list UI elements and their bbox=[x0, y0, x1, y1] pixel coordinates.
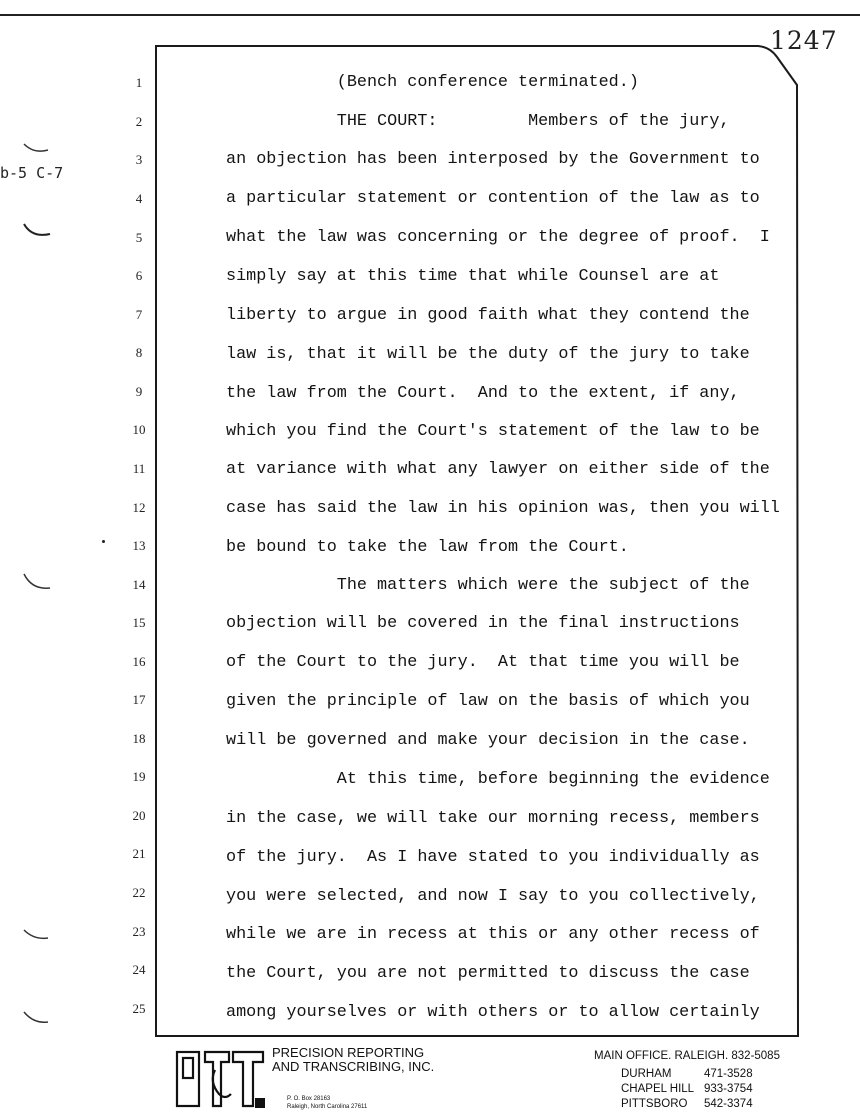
transcript-line: the law from the Court. And to the extent, if any, bbox=[226, 384, 740, 403]
transcript-line: will be governed and make your decision in the case. bbox=[226, 731, 750, 750]
line-number: 21 bbox=[132, 846, 146, 861]
main-office: MAIN OFFICE. RALEIGH. 832-5085 bbox=[594, 1050, 780, 1062]
transcript-line: simply say at this time that while Counsel are at bbox=[226, 267, 720, 286]
address-line2: Raleigh, North Carolina 27611 bbox=[287, 1104, 368, 1110]
transcript-line: case has said the law in his opinion was, then you will bbox=[226, 499, 780, 518]
page-number: 1247 bbox=[770, 26, 838, 55]
line-number: 10 bbox=[132, 422, 146, 437]
top-rule bbox=[0, 14, 860, 16]
transcript-line: which you find the Court's statement of the law to be bbox=[226, 422, 760, 441]
line-number: 18 bbox=[132, 731, 146, 746]
line-number: 6 bbox=[135, 268, 143, 283]
transcript-line: (Bench conference terminated.) bbox=[226, 73, 639, 92]
office-city: CHAPEL HILL bbox=[621, 1083, 695, 1095]
line-number: 13 bbox=[132, 538, 146, 553]
margin-bracket-mark bbox=[22, 572, 52, 592]
transcript-line: objection will be covered in the final instructions bbox=[226, 614, 740, 633]
line-number: 11 bbox=[132, 461, 146, 476]
company-name-line2: AND TRANSCRIBING, INC. bbox=[272, 1059, 435, 1074]
transcript-line: you were selected, and now I say to you collectively, bbox=[226, 887, 760, 906]
transcript-line: At this time, before beginning the evidence bbox=[226, 770, 770, 789]
transcript-line: a particular statement or contention of the law as to bbox=[226, 189, 760, 208]
office-phone: 542-3374 bbox=[704, 1098, 753, 1110]
line-number: 12 bbox=[132, 500, 146, 515]
line-number: 5 bbox=[135, 230, 143, 245]
line-number: 25 bbox=[132, 1001, 146, 1016]
line-number: 20 bbox=[132, 808, 146, 823]
line-number: 15 bbox=[132, 615, 146, 630]
margin-bracket-mark bbox=[22, 1010, 52, 1026]
margin-bracket-mark bbox=[22, 928, 52, 942]
line-number: 8 bbox=[135, 345, 143, 360]
line-number: 23 bbox=[132, 924, 146, 939]
transcript-line: of the jury. As I have stated to you individually as bbox=[226, 848, 760, 867]
transcript-line: liberty to argue in good faith what they contend the bbox=[226, 306, 750, 325]
line-number: 2 bbox=[135, 114, 143, 129]
transcript-line: among yourselves or with others or to allow certainly bbox=[226, 1003, 760, 1022]
company-name-line1: PRECISION REPORTING bbox=[272, 1045, 425, 1060]
transcript-line: given the principle of law on the basis of which you bbox=[226, 692, 750, 711]
transcript-line: The matters which were the subject of the bbox=[226, 576, 750, 595]
transcript-line: in the case, we will take our morning recess, members bbox=[226, 809, 760, 828]
line-number: 3 bbox=[135, 152, 143, 167]
transcript-line: an objection has been interposed by the Government to bbox=[226, 150, 760, 169]
transcript-line: be bound to take the law from the Court. bbox=[226, 538, 629, 557]
line-number: 16 bbox=[132, 654, 146, 669]
office-city: DURHAM bbox=[621, 1068, 672, 1080]
transcript-line: THE COURT: Members of the jury, bbox=[226, 112, 730, 131]
line-number: 7 bbox=[135, 307, 143, 322]
line-number: 14 bbox=[132, 577, 146, 592]
office-phone: 933-3754 bbox=[704, 1083, 753, 1095]
line-number: 24 bbox=[132, 962, 146, 977]
transcript-line: at variance with what any lawyer on either side of the bbox=[226, 460, 770, 479]
address-line1: P. O. Box 28163 bbox=[287, 1096, 331, 1102]
office-city: PITTSBORO bbox=[621, 1098, 688, 1110]
line-number: 1 bbox=[135, 75, 143, 90]
line-number: 17 bbox=[132, 692, 146, 707]
line-number: 9 bbox=[135, 384, 143, 399]
line-number: 4 bbox=[135, 191, 143, 206]
margin-note: b-5 C-7 bbox=[0, 164, 64, 182]
transcript-line: law is, that it will be the duty of the jury to take bbox=[226, 345, 750, 364]
margin-bracket-mark bbox=[22, 142, 52, 156]
office-phone: 471-3528 bbox=[704, 1068, 753, 1080]
transcript-line: while we are in recess at this or any other recess of bbox=[226, 925, 760, 944]
margin-bracket-mark bbox=[22, 222, 52, 240]
transcript-line: the Court, you are not permitted to discuss the case bbox=[226, 964, 750, 983]
line-number: 22 bbox=[132, 885, 146, 900]
line-number: 19 bbox=[132, 769, 146, 784]
transcript-line: of the Court to the jury. At that time you will be bbox=[226, 653, 740, 672]
transcript-line: what the law was concerning or the degree of proof. I bbox=[226, 228, 770, 247]
company-logo bbox=[175, 1046, 267, 1110]
ink-dot bbox=[102, 540, 105, 543]
